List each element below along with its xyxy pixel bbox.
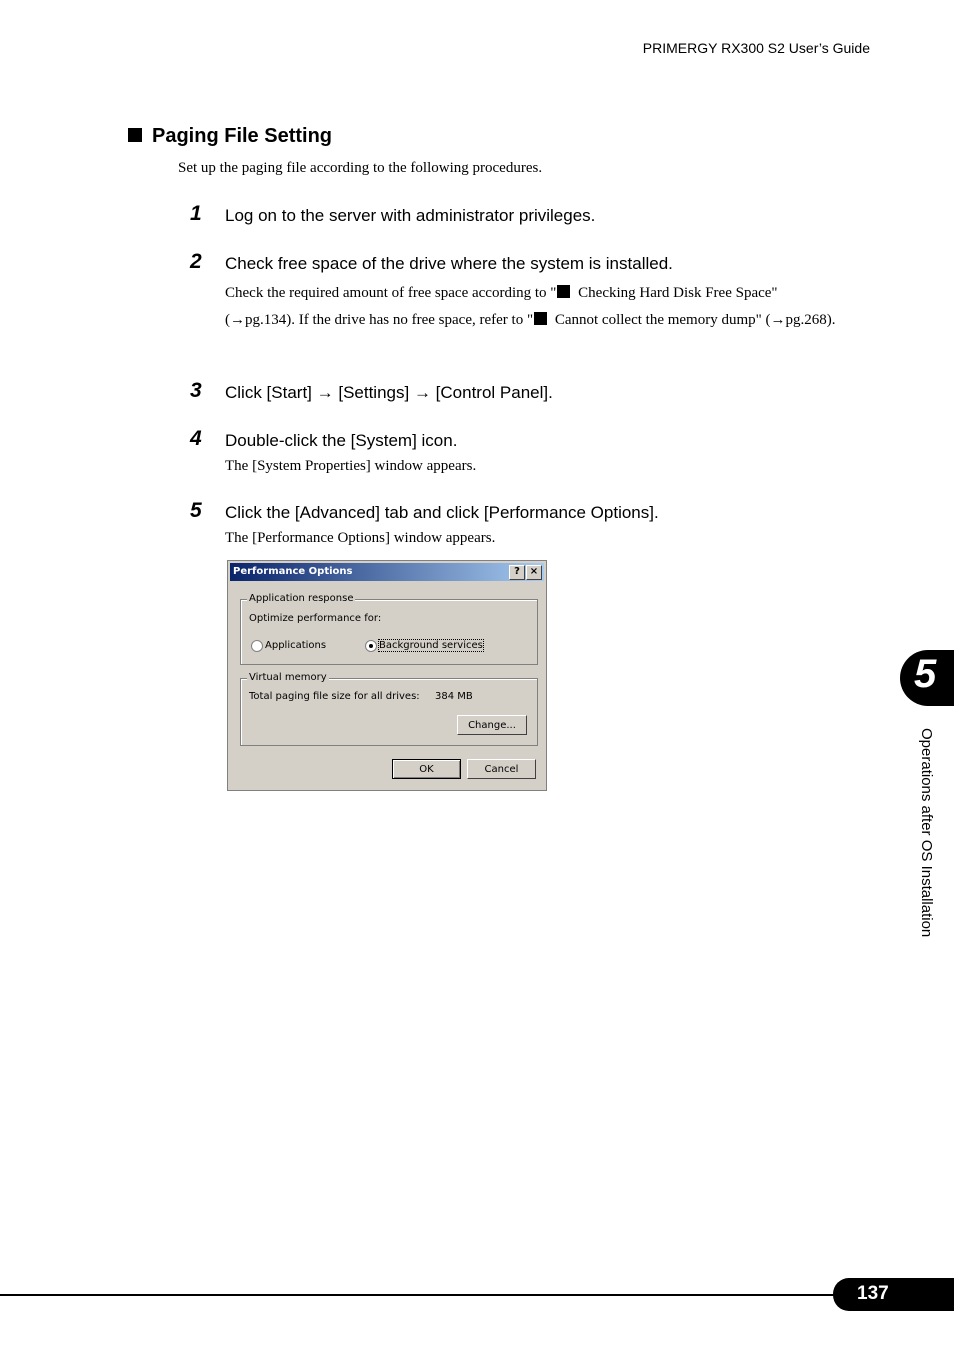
paging-size-label: Total paging file size for all drives: <box>249 691 420 702</box>
performance-options-dialog <box>227 560 547 791</box>
close-button[interactable]: × <box>526 565 542 580</box>
step-number: 5 <box>190 499 202 522</box>
step-number: 4 <box>190 427 202 450</box>
page-number: 137 <box>857 1283 889 1304</box>
virtual-memory-group <box>240 672 538 746</box>
section-intro: Set up the paging file according to the following procedures. <box>178 160 543 176</box>
step-text: Click [Start] → [Settings] → [Control Panel]. <box>225 383 553 402</box>
chapter-tab <box>900 650 954 706</box>
applications-radio[interactable] <box>251 640 263 652</box>
group-caption: Virtual memory <box>249 672 327 683</box>
application-response-group <box>240 593 538 665</box>
paging-size-value: 384 MB <box>435 691 473 702</box>
step-note: The [System Properties] window appears. <box>225 458 477 474</box>
help-button[interactable]: ? <box>509 565 525 580</box>
step-number: 1 <box>190 202 202 225</box>
section-title-text: Paging File Setting <box>152 125 333 147</box>
applications-label[interactable]: Applications <box>265 640 327 651</box>
cancel-button[interactable]: Cancel <box>467 759 536 779</box>
change-button[interactable]: Change... <box>457 715 527 735</box>
group-caption: Application response <box>249 593 354 604</box>
background-services-radio[interactable] <box>365 640 377 652</box>
dialog-title-bar <box>230 563 544 581</box>
optimize-label: Optimize performance for: <box>249 613 382 624</box>
background-services-label[interactable]: Background services <box>379 640 483 651</box>
ok-button[interactable]: OK <box>392 759 461 779</box>
section-title <box>128 125 332 148</box>
dialog-title: Performance Options <box>233 566 353 577</box>
step-note: Check the required amount of free space according to " Checking Hard Disk Free Space" (→pg.134). If the drive has no free space, refer to " Cannot collect the memory dump" (→pg.268). <box>225 285 836 328</box>
guide-header: PRIMERGY RX300 S2 User’s Guide <box>642 40 870 56</box>
page-number-box <box>833 1278 954 1311</box>
step-note: The [Performance Options] window appears. <box>225 530 496 546</box>
step-text: Check free space of the drive where the system is installed. <box>225 254 673 273</box>
chapter-label: Operations after OS Installation <box>918 728 935 938</box>
step-text: Click the [Advanced] tab and click [Performance Options]. <box>225 503 659 522</box>
footer-rule <box>0 1294 840 1296</box>
step-number: 3 <box>190 379 202 402</box>
square-bullet-icon <box>128 128 142 142</box>
square-bullet-icon <box>534 312 547 325</box>
step-text: Log on to the server with administrator privileges. <box>225 206 596 225</box>
square-bullet-icon <box>557 285 570 298</box>
chapter-number: 5 <box>914 652 937 696</box>
step-text: Double-click the [System] icon. <box>225 431 458 450</box>
step-number: 2 <box>190 250 202 273</box>
